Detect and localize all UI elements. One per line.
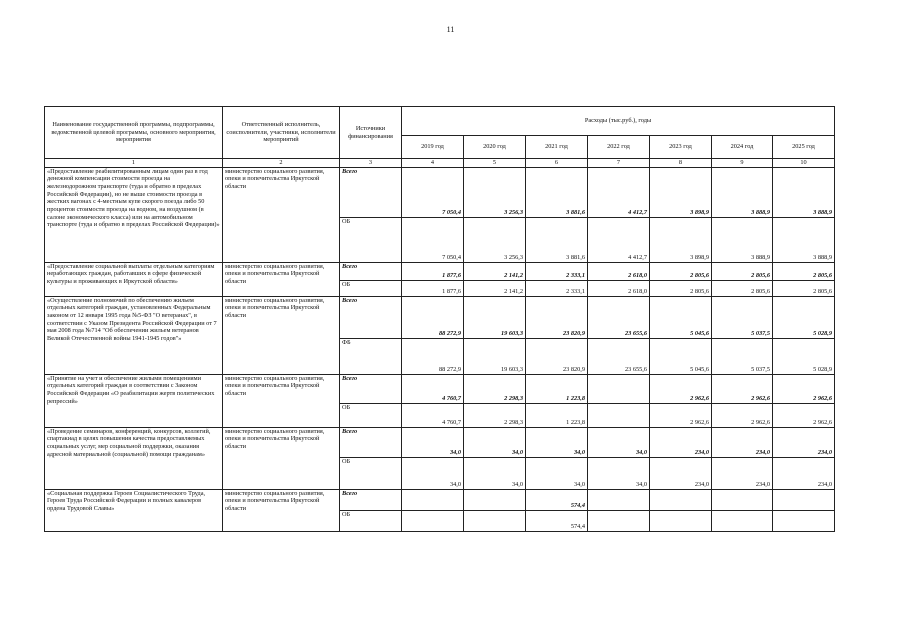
budget-value: 1 223,8 xyxy=(526,403,588,427)
total-value: 34,0 xyxy=(526,427,588,457)
header-year: 2023 год xyxy=(650,136,712,159)
budget-value: 34,0 xyxy=(526,457,588,489)
budget-value: 3 256,3 xyxy=(464,217,526,262)
budget-value: 234,0 xyxy=(773,457,835,489)
budget-value: 2 141,2 xyxy=(464,280,526,296)
budget-value: 2 805,6 xyxy=(712,280,773,296)
total-value: 2 962,6 xyxy=(773,374,835,403)
table-row xyxy=(45,262,835,280)
budget-value: 2 298,3 xyxy=(464,403,526,427)
budget-value: 3 898,9 xyxy=(650,217,712,262)
funding-source-total: Всего xyxy=(340,489,402,510)
budget-value: 19 603,3 xyxy=(464,338,526,374)
budget-value: 574,4 xyxy=(526,510,588,531)
budget-value: 5 037,5 xyxy=(712,338,773,374)
header-year: 2025 год xyxy=(773,136,835,159)
budget-value xyxy=(712,510,773,531)
budget-value: 234,0 xyxy=(650,457,712,489)
header-year: 2020 год xyxy=(464,136,526,159)
table-row xyxy=(45,374,835,403)
column-number: 6 xyxy=(526,159,588,168)
total-value: 2 618,0 xyxy=(588,262,650,280)
budget-value: 4 412,7 xyxy=(588,217,650,262)
executor-name: министерство социального развития, опеки и попечительства Иркутской области xyxy=(223,296,340,374)
header-year: 2022 год xyxy=(588,136,650,159)
column-number: 10 xyxy=(773,159,835,168)
activity-name: «Предоставление реабилитированным лицам один раз в год денежной компенсации стоимости проезда на железнодорожном транспорте (туда и обратно в пределах Российской Федерации), но не выше стоимости проезда в жестких вагонах с 4-местным купе скорого поезда либо 50 процентов стоимости проезда на водном, на воздушном (в салоне экономического класса) или на автомобильном транспорте (туда и обратно в пределах Российской Федерации)» xyxy=(45,167,223,262)
budget-value: 234,0 xyxy=(712,457,773,489)
header-year: 2019 год xyxy=(402,136,464,159)
header-executor: Ответственный исполнитель, соисполнители, участники, исполнители мероприятий xyxy=(223,107,340,159)
funding-source-total: Всего xyxy=(340,167,402,217)
funding-source-budget: ФБ xyxy=(340,338,402,374)
table-row xyxy=(45,489,835,510)
funding-source-budget: ОБ xyxy=(340,457,402,489)
total-value xyxy=(588,374,650,403)
total-value: 2 805,6 xyxy=(650,262,712,280)
total-value: 2 805,6 xyxy=(712,262,773,280)
total-value: 1 877,6 xyxy=(402,262,464,280)
header-program-name: Наименование государственной программы, подпрограммы, ведомственной целевой программы, основного мероприятия, мероприятия xyxy=(45,107,223,159)
total-value xyxy=(773,489,835,510)
header-funding-source: Источники финансирования xyxy=(340,107,402,159)
budget-value: 3 881,6 xyxy=(526,217,588,262)
budget-value xyxy=(464,510,526,531)
total-value: 34,0 xyxy=(464,427,526,457)
budget-value: 2 962,6 xyxy=(773,403,835,427)
budget-value: 88 272,9 xyxy=(402,338,464,374)
total-value: 234,0 xyxy=(712,427,773,457)
total-value: 2 333,1 xyxy=(526,262,588,280)
activity-name: «Предоставление социальной выплаты отдельным категориям неработающих граждан, работавших в сфере физической культуры и проживающих в Иркутской области» xyxy=(45,262,223,296)
activity-name: «Осуществление полномочий по обеспечению жильем отдельных категорий граждан, установленных Федеральным законом от 12 января 1995 года №5-ФЗ "О ветеранах", в соответствии с Указом Президента Российской Федерации от 7 мая 2008 года №714 "Об обеспечении жильем ветеранов Великой Отечественной войны 1941-1945 годов"» xyxy=(45,296,223,374)
total-value xyxy=(464,489,526,510)
total-value: 3 881,6 xyxy=(526,167,588,217)
budget-value: 2 962,6 xyxy=(712,403,773,427)
total-value: 34,0 xyxy=(402,427,464,457)
budget-value: 5 045,6 xyxy=(650,338,712,374)
table-row xyxy=(45,167,835,217)
executor-name: министерство социального развития, опеки и попечительства Иркутской области xyxy=(223,262,340,296)
executor-name: министерство социального развития, опеки и попечительства Иркутской области xyxy=(223,167,340,262)
funding-source-budget: ОБ xyxy=(340,403,402,427)
activity-name: «Принятие на учет и обеспечение жилыми помещениями отдельных категорий граждан в соответствии с Законом Российской Федерации «О реабилитации жертв политических репрессий» xyxy=(45,374,223,427)
budget-value: 23 820,9 xyxy=(526,338,588,374)
executor-name: министерство социального развития, опеки и попечительства Иркутской области xyxy=(223,427,340,489)
table-row xyxy=(45,427,835,457)
total-value: 2 962,6 xyxy=(650,374,712,403)
budget-value: 34,0 xyxy=(464,457,526,489)
total-value: 2 298,3 xyxy=(464,374,526,403)
executor-name: министерство социального развития, опеки и попечительства Иркутской области xyxy=(223,374,340,427)
column-number: 8 xyxy=(650,159,712,168)
header-expenses: Расходы (тыс.руб.), годы xyxy=(402,107,835,136)
budget-value: 4 760,7 xyxy=(402,403,464,427)
column-number: 1 xyxy=(45,159,223,168)
funding-source-budget: ОБ xyxy=(340,280,402,296)
header-year: 2021 год xyxy=(526,136,588,159)
total-value: 2 962,6 xyxy=(712,374,773,403)
column-number: 9 xyxy=(712,159,773,168)
budget-value xyxy=(773,510,835,531)
funding-source-total: Всего xyxy=(340,296,402,338)
executor-name: министерство социального развития, опеки и попечительства Иркутской области xyxy=(223,489,340,531)
column-number: 4 xyxy=(402,159,464,168)
table-row xyxy=(45,296,835,338)
budget-value: 34,0 xyxy=(588,457,650,489)
budget-value: 3 888,9 xyxy=(712,217,773,262)
activity-name: «Проведение семинаров, конференций, конкурсов, коллегий, спартакиад в целях повышения качества предоставляемых социальных услуг, мер социальной поддержки, оказания адресной материальной (социальной) помощи гражданам» xyxy=(45,427,223,489)
total-value: 3 888,9 xyxy=(773,167,835,217)
budget-value xyxy=(402,510,464,531)
total-value: 4 412,7 xyxy=(588,167,650,217)
total-value: 5 037,5 xyxy=(712,296,773,338)
budget-value xyxy=(588,403,650,427)
budget-value: 2 618,0 xyxy=(588,280,650,296)
total-value: 1 223,8 xyxy=(526,374,588,403)
funding-source-total: Всего xyxy=(340,374,402,403)
total-value: 88 272,9 xyxy=(402,296,464,338)
page-number: 11 xyxy=(446,25,455,34)
budget-table xyxy=(44,106,835,532)
total-value: 2 141,2 xyxy=(464,262,526,280)
column-number: 3 xyxy=(340,159,402,168)
total-value: 234,0 xyxy=(773,427,835,457)
total-value xyxy=(402,489,464,510)
budget-value: 2 962,6 xyxy=(650,403,712,427)
total-value xyxy=(650,489,712,510)
column-number: 2 xyxy=(223,159,340,168)
total-value: 574,4 xyxy=(526,489,588,510)
budget-value: 5 028,9 xyxy=(773,338,835,374)
total-value: 19 603,3 xyxy=(464,296,526,338)
total-value: 34,0 xyxy=(588,427,650,457)
total-value: 3 888,9 xyxy=(712,167,773,217)
header-year: 2024 год xyxy=(712,136,773,159)
total-value: 234,0 xyxy=(650,427,712,457)
total-value xyxy=(588,489,650,510)
total-value: 2 805,6 xyxy=(773,262,835,280)
budget-value xyxy=(650,510,712,531)
budget-value: 23 655,6 xyxy=(588,338,650,374)
funding-source-total: Всего xyxy=(340,262,402,280)
column-number: 7 xyxy=(588,159,650,168)
total-value: 7 050,4 xyxy=(402,167,464,217)
total-value: 5 028,9 xyxy=(773,296,835,338)
budget-value: 2 333,1 xyxy=(526,280,588,296)
total-value: 3 256,3 xyxy=(464,167,526,217)
budget-value: 2 805,6 xyxy=(650,280,712,296)
total-value: 23 820,9 xyxy=(526,296,588,338)
budget-value: 1 877,6 xyxy=(402,280,464,296)
total-value xyxy=(712,489,773,510)
funding-source-total: Всего xyxy=(340,427,402,457)
total-value: 23 655,6 xyxy=(588,296,650,338)
budget-value: 7 050,4 xyxy=(402,217,464,262)
funding-source-budget: ОБ xyxy=(340,217,402,262)
total-value: 3 898,9 xyxy=(650,167,712,217)
budget-value: 34,0 xyxy=(402,457,464,489)
activity-name: «Социальная поддержка Героев Социалистического Труда, Героев Труда Российской Федерации и полных кавалеров ордена Трудовой Славы» xyxy=(45,489,223,531)
total-value: 5 045,6 xyxy=(650,296,712,338)
funding-source-budget: ОБ xyxy=(340,510,402,531)
budget-value: 2 805,6 xyxy=(773,280,835,296)
budget-value: 3 888,9 xyxy=(773,217,835,262)
column-number: 5 xyxy=(464,159,526,168)
total-value: 4 760,7 xyxy=(402,374,464,403)
budget-value xyxy=(588,510,650,531)
